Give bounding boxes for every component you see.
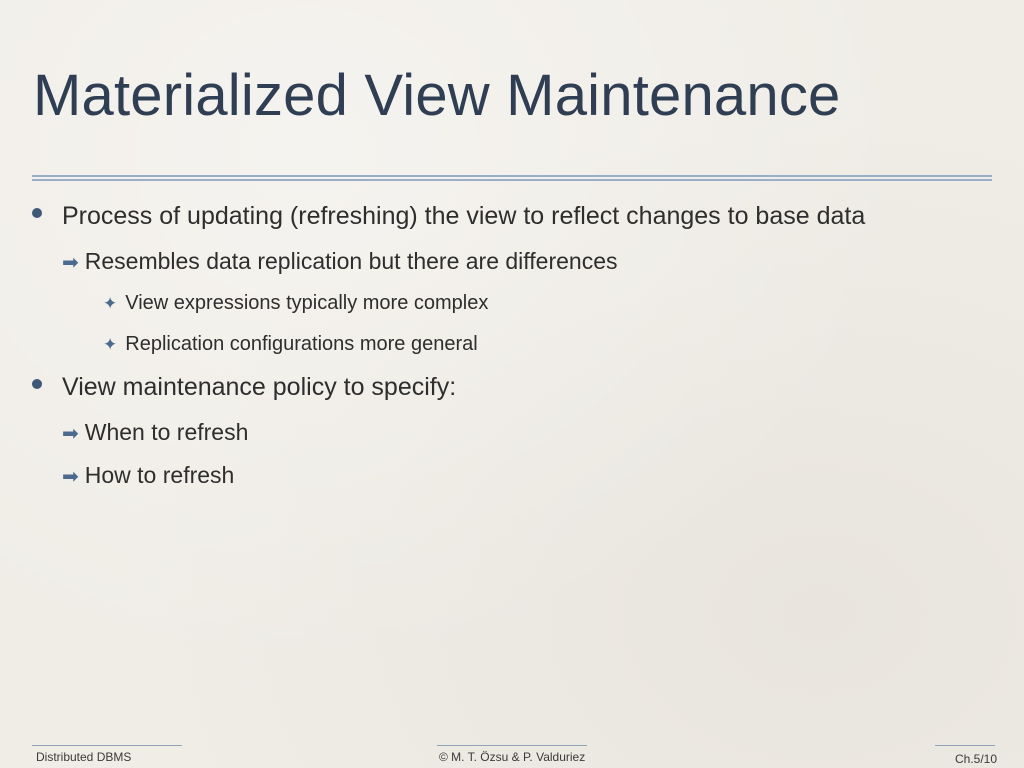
footer-page-number: Ch.5/10 — [955, 752, 998, 766]
sub-bullet-2-1 — [62, 419, 248, 446]
right-arrow-icon: ➡ — [62, 466, 79, 488]
sub-bullet-1-1 — [62, 248, 617, 275]
bullet-1-text: Process of updating (refreshing) the view to reflect changes to base data — [62, 202, 866, 230]
sub-sub-bullet-1-1-2-text: Replication configurations more general — [125, 333, 478, 355]
four-point-star-icon: ✦ — [103, 335, 118, 354]
sub-sub-bullet-1-1-1 — [103, 292, 488, 315]
footer-center-rule — [437, 745, 587, 746]
footer-left-rule — [32, 745, 182, 746]
sub-bullet-2-1-text: When to refresh — [84, 419, 249, 445]
title-divider-top — [32, 175, 992, 177]
bullet-dot-icon — [32, 208, 42, 218]
bullet-dot-icon — [32, 379, 42, 389]
footer-copyright: © M. T. Özsu & P. Valduriez — [439, 750, 586, 764]
slide-title: Materialized View Maintenance — [33, 63, 841, 128]
right-arrow-icon: ➡ — [62, 423, 79, 445]
sub-bullet-2-2-text: How to refresh — [84, 462, 235, 488]
right-arrow-icon: ➡ — [62, 252, 79, 274]
sub-sub-bullet-1-1-2 — [103, 333, 478, 356]
sub-bullet-1-1-text: Resembles data replication but there are differences — [84, 248, 618, 274]
title-divider-bottom — [32, 179, 992, 181]
four-point-star-icon: ✦ — [103, 294, 118, 313]
sub-bullet-2-2 — [62, 462, 234, 489]
footer-course: Distributed DBMS — [36, 750, 132, 764]
sub-sub-bullet-1-1-1-text: View expressions typically more complex — [125, 292, 489, 314]
footer-right-rule — [935, 745, 995, 746]
bullet-2-text: View maintenance policy to specify: — [62, 373, 457, 401]
